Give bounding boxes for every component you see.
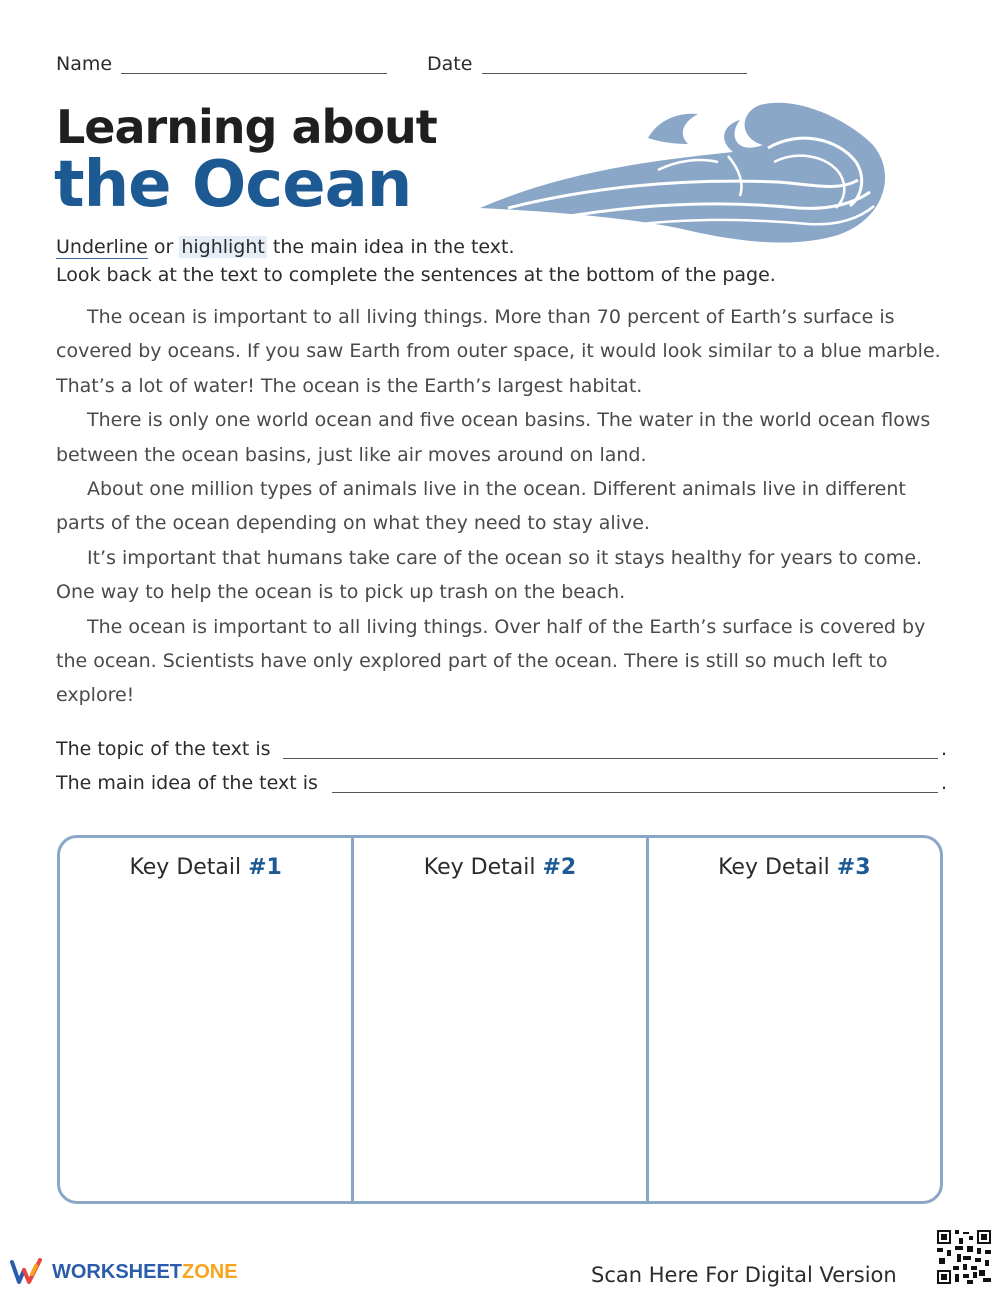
highlight-word: highlight — [181, 236, 265, 258]
passage-paragraph-4: It’s important that humans take care of the ocean so it stays healthy for years to come. One way to help the ocean is to pick up trash on the beach. — [56, 546, 923, 604]
key-detail-3-heading — [649, 855, 940, 880]
main-idea-sentence-label: The main idea of the text is — [56, 772, 318, 794]
topic-period: . — [941, 738, 948, 760]
wave-illustration — [478, 100, 890, 245]
instruction-line1 — [56, 236, 514, 258]
reading-passage — [56, 300, 946, 713]
underline-word: Underline — [56, 236, 148, 258]
page-title-line2: the Ocean — [54, 148, 412, 222]
key-detail-2-cell[interactable] — [351, 838, 645, 1201]
key-detail-3-cell[interactable] — [646, 838, 940, 1201]
key-detail-label: Key Detail — [718, 855, 837, 880]
page-title-line1: Learning about — [56, 100, 437, 154]
scan-digital-version-text: Scan Here For Digital Version — [591, 1263, 897, 1287]
instruction-line1-rest: the main idea in the text. — [266, 236, 515, 258]
date-field[interactable] — [482, 73, 747, 74]
key-detail-1-cell[interactable] — [60, 838, 351, 1201]
name-label: Name — [56, 53, 113, 75]
key-detail-1-heading — [60, 855, 351, 880]
worksheetzone-logo-icon — [10, 1258, 46, 1286]
key-detail-number: #2 — [542, 855, 577, 880]
brand-name-part2: ZONE — [182, 1260, 238, 1283]
topic-answer-field[interactable] — [283, 758, 938, 759]
main-idea-answer-field[interactable] — [332, 792, 938, 793]
key-detail-table — [57, 835, 943, 1204]
date-label: Date — [427, 53, 473, 75]
key-detail-number: #1 — [248, 855, 282, 880]
passage-paragraph-5: The ocean is important to all living things. Over half of the Earth’s surface is covered by the ocean. Scientists have only explored part of the ocean. There is still so much left to explore! — [56, 615, 926, 707]
main-idea-period: . — [941, 772, 948, 794]
passage-paragraph-3: About one million types of animals live in the ocean. Different animals live in different parts of the ocean depending on what they need to stay alive. — [56, 478, 906, 535]
qr-code-icon[interactable] — [935, 1228, 993, 1286]
key-detail-label: Key Detail — [129, 855, 249, 880]
worksheetzone-brand[interactable] — [10, 1258, 238, 1286]
topic-sentence-label: The topic of the text is — [56, 738, 271, 760]
key-detail-label: Key Detail — [423, 855, 543, 880]
name-field[interactable] — [121, 73, 387, 74]
instruction-line2: Look back at the text to complete the sentences at the bottom of the page. — [56, 264, 776, 286]
or-word: or — [147, 236, 180, 258]
passage-paragraph-2: There is only one world ocean and five ocean basins. The water in the world ocean flows between the ocean basins, just like air moves around on land. — [56, 409, 931, 466]
key-detail-2-heading — [354, 855, 645, 880]
passage-paragraph-1: The ocean is important to all living things. More than 70 percent of Earth’s surface is covered by oceans. If you saw Earth from outer space, it would look similar to a blue marble. That’s a lot of water! The ocean is the Earth’s largest habitat. — [56, 306, 941, 397]
key-detail-number: #3 — [836, 855, 871, 880]
brand-name-part1: WORKSHEET — [52, 1260, 182, 1283]
